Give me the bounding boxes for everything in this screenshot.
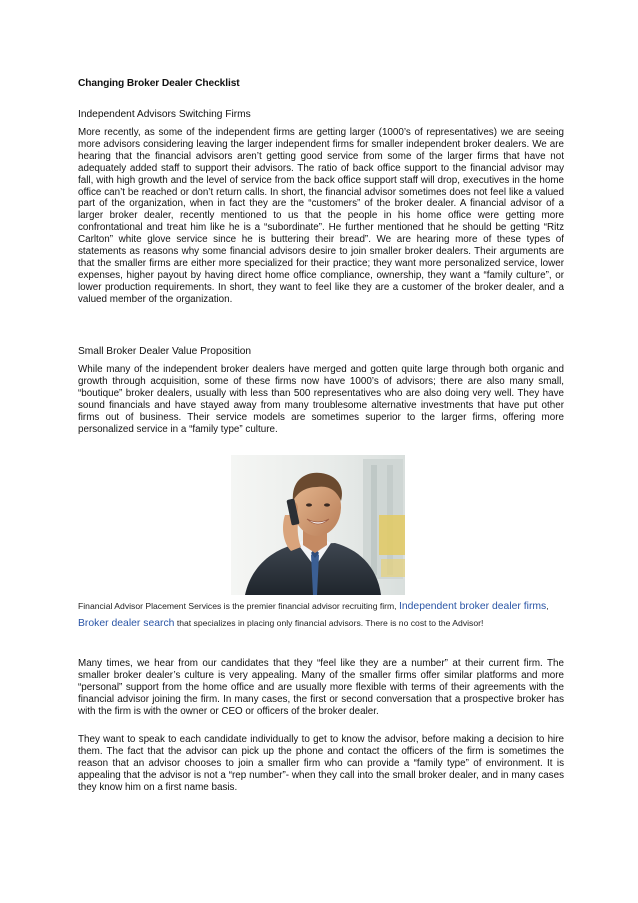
businessman-phone-photo xyxy=(231,455,405,595)
photo-caption xyxy=(78,598,564,632)
caption-text-post: that specializes in placing only financial advisors. There is no cost to the Advisor! xyxy=(174,618,484,628)
document-title: Changing Broker Dealer Checklist xyxy=(78,78,240,89)
paragraph-number-culture: Many times, we hear from our candidates that they “feel like they are a number” at their current firm. The smaller broker dealer’s culture is very appealing. Many of the smaller firms offer similar platforms and more “personal” support from the home office and are usually more flexible with terms of their agreements with the financial advisor joining the firm. In many cases, the first or second conversation that a prospective broker has with the firm is with the owner or CEO or officers of the broker dealer. xyxy=(78,658,564,717)
caption-text-pre: Financial Advisor Placement Services is the premier financial advisor recruiting firm, xyxy=(78,601,399,611)
caption-separator: , xyxy=(546,601,549,611)
independent-broker-dealer-firms-link[interactable]: Independent broker dealer firms xyxy=(398,601,547,612)
broker-dealer-search-link[interactable]: Broker dealer search xyxy=(78,618,175,629)
paragraph-speak-individually: They want to speak to each candidate individually to get to know the advisor, before making a decision to hire them. The fact that the advisor can pick up the phone and contact the officers of the firm is sometimes the reason that an advisor chooses to join a smaller firm who can provide a “family type” of environment. It is appealing that the advisor is not a “rep number”- when they call into the small broker dealer, and in many cases they know him on a first name basis. xyxy=(78,734,564,793)
section-heading-switching-firms: Independent Advisors Switching Firms xyxy=(78,109,251,120)
paragraph-switching-firms: More recently, as some of the independent firms are getting larger (1000’s of representatives) we are seeing more advisors considering leaving the larger independent firms for smaller independent broker dealers. We are hearing that the financial advisors aren’t getting good service from some of the larger firms that have not adequately added staff to support their advisors. The ratio of back office support to the financial advisor may fall, with high growth and the level of service from the back office support staff will drop, executives in the home office can’t be reached or don’t return calls. In short, the financial advisor sometimes does not feel like a valued part of the organization, when in fact they are the “customers” of the broker dealer. A financial advisor of a larger broker dealer, recently mentioned to us that the people in his home office were getting more confrontational and treat him like he is a “subordinate”. He further mentioned that he should be getting “Ritz Carlton” white glove service since he is buttering their bread”. We are hearing more of these types of statements as reasons why some financial advisors desire to join smaller broker dealers. Their arguments are that the smaller firms are either more specialized for their practice; they want more personalized service, lower expenses, higher payout by having direct home office compliance, ownership, they want a “family culture”, or lower production requirements. In short, they want to feel like they are a customer of the broker dealer, and a valued member of the organization. xyxy=(78,127,564,305)
paragraph-value-proposition: While many of the independent broker dealers have merged and gotten quite large through both organic and growth through acquisition, some of these firms now have 1000’s of advisors; there are also many small, “boutique” broker dealers, usually with less than 500 representatives who are also doing very well. They have sound financials and have stayed away from many troublesome alternative investments that have put other firms out of business. Their service models are sometimes superior to the larger firms, offering more personalized service in a “family type” culture. xyxy=(78,364,564,435)
section-heading-value-proposition: Small Broker Dealer Value Proposition xyxy=(78,346,252,357)
